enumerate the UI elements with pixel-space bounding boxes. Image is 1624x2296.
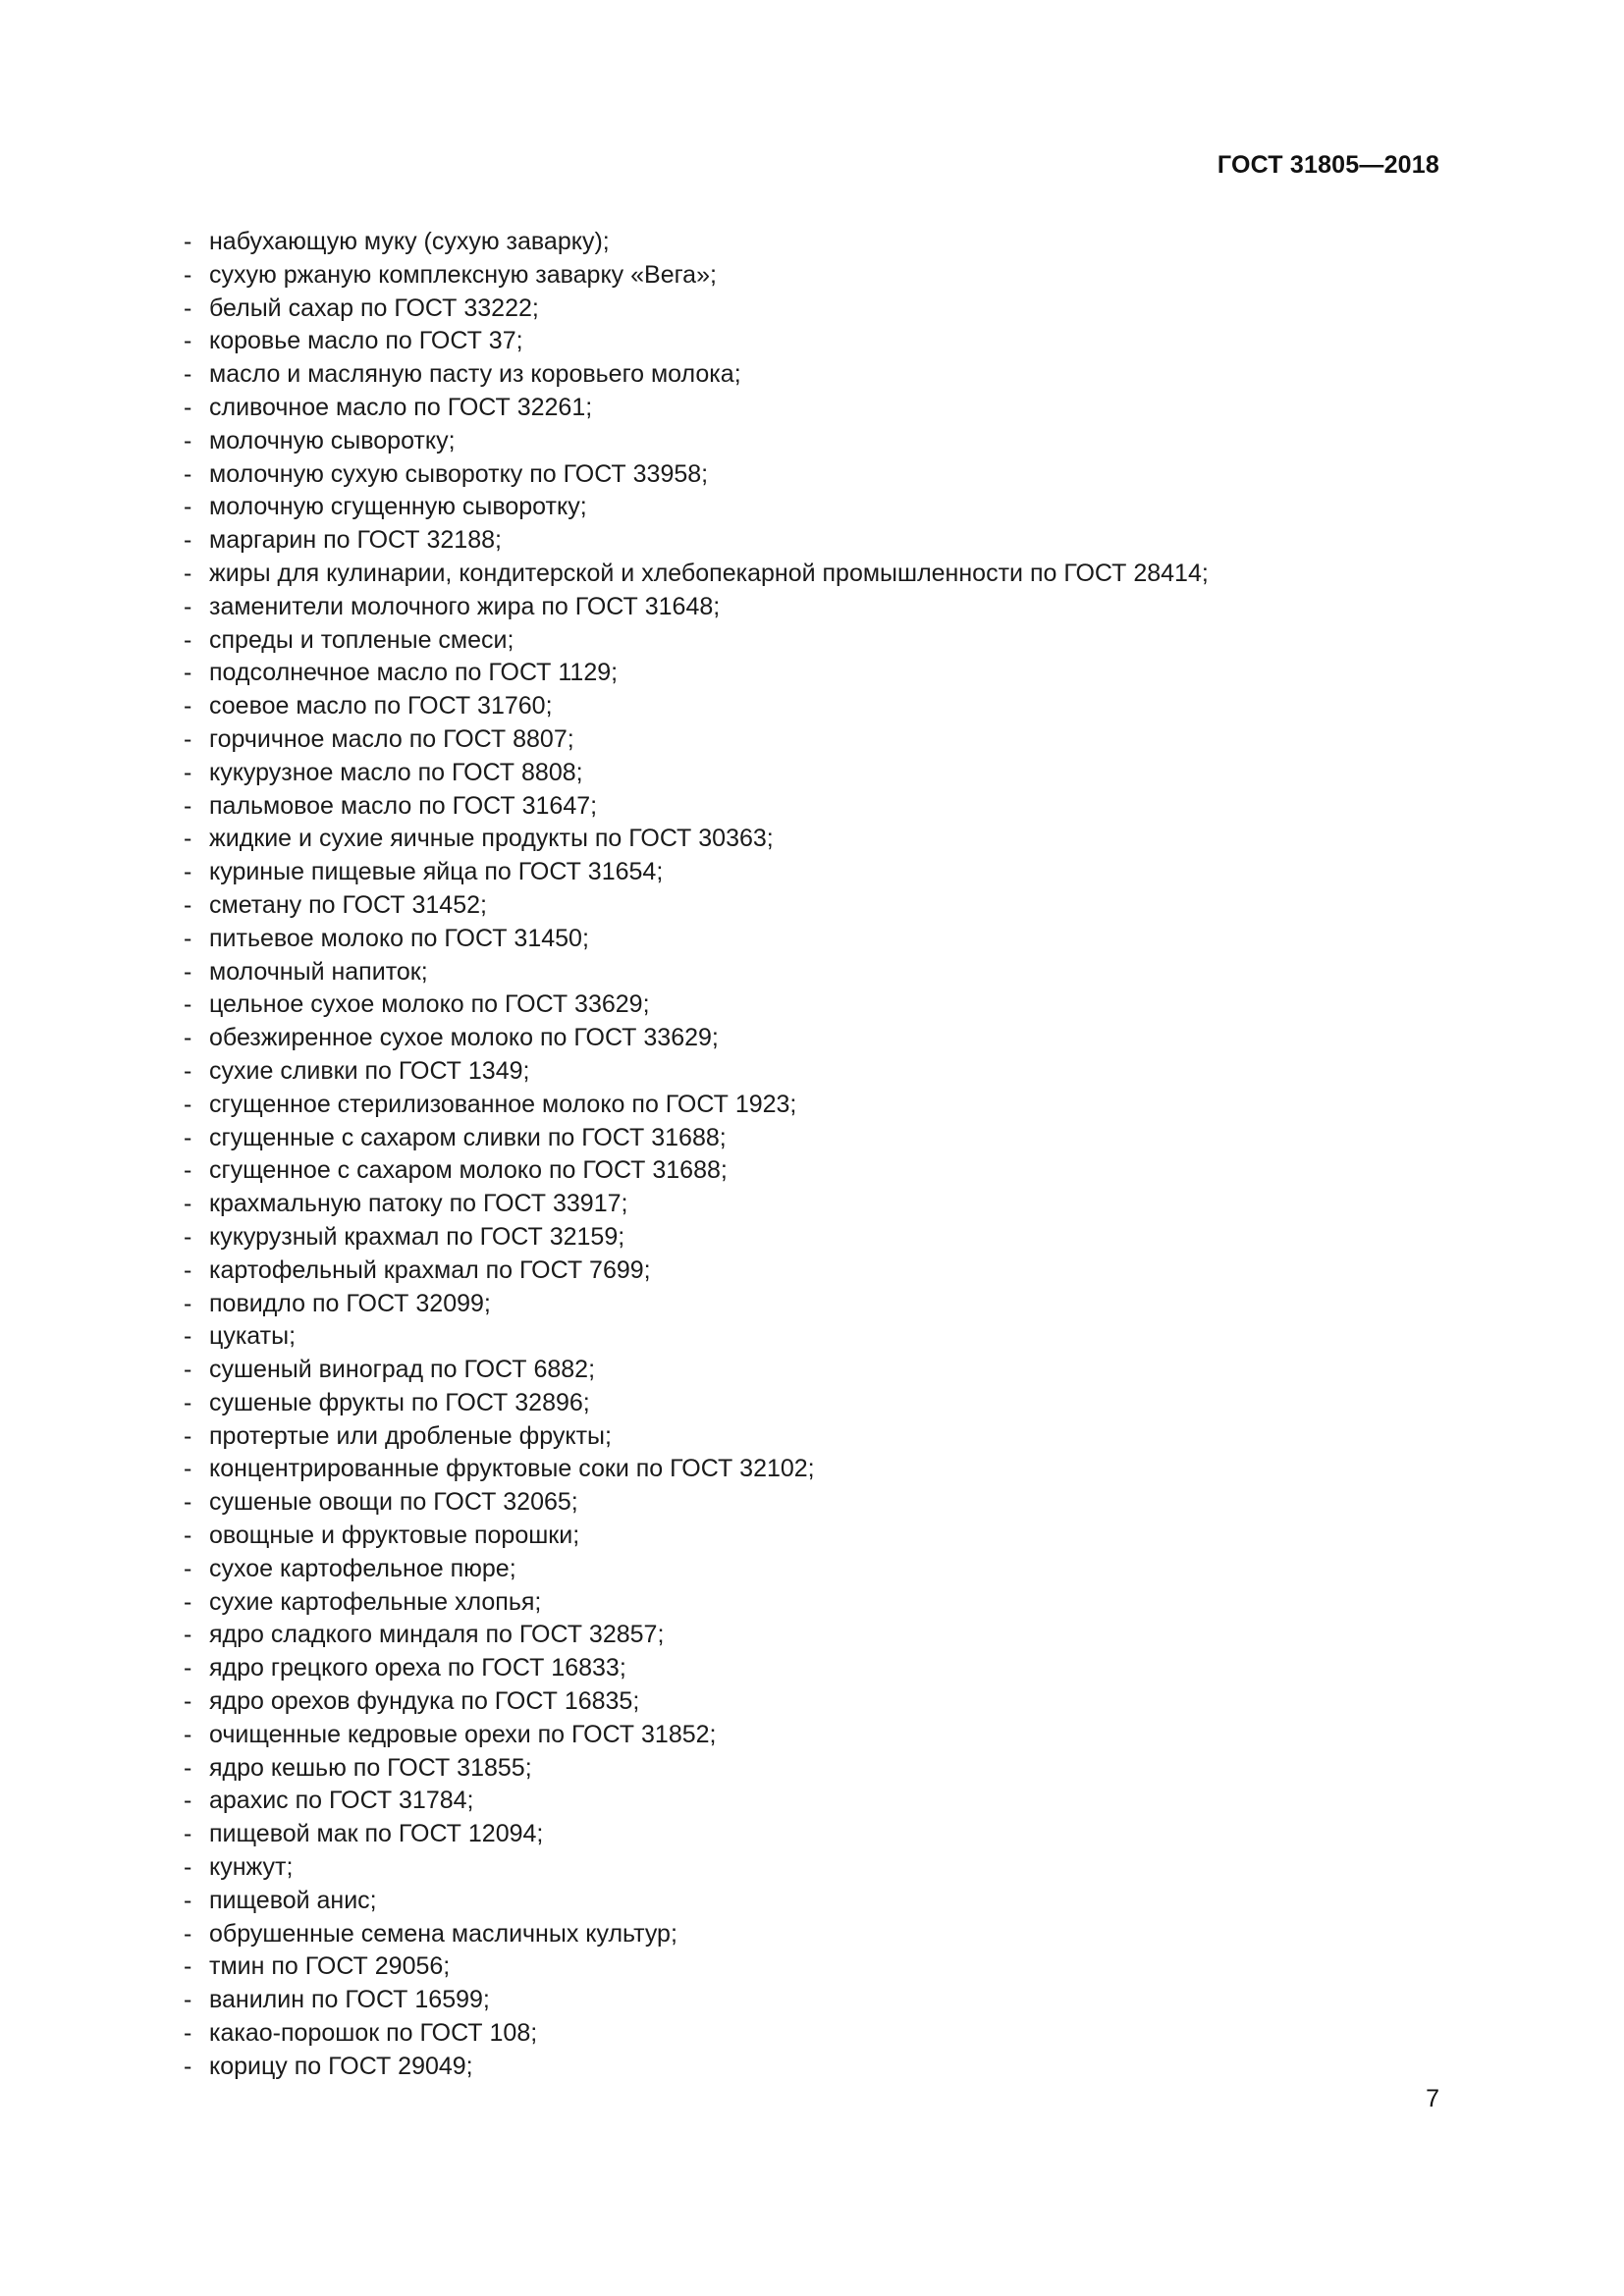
list-item [184, 757, 1440, 790]
list-item-text: овощные и фруктовые порошки; [209, 1522, 580, 1550]
list-bullet: - [184, 493, 192, 521]
list-bullet: - [184, 1886, 192, 1914]
list-item [184, 1719, 1440, 1752]
list-item-text: масло и масляную пасту из коровьего молока; [209, 360, 741, 389]
list-bullet: - [184, 1322, 192, 1351]
list-item-text: концентрированные фруктовые соки по ГОСТ 32102; [209, 1455, 815, 1483]
document-code-header: ГОСТ 31805—2018 [1217, 151, 1439, 179]
list-item [184, 823, 1440, 856]
list-item-text: сливочное масло по ГОСТ 32261; [209, 393, 593, 421]
list-item-text: сгущенные с сахаром сливки по ГОСТ 31688; [209, 1123, 727, 1151]
list-item [184, 1089, 1440, 1122]
list-item [184, 1918, 1440, 1951]
list-item [184, 1154, 1440, 1188]
list-item [184, 1553, 1440, 1586]
list-item [184, 2051, 1440, 2084]
list-item [184, 923, 1440, 956]
list-item-text: жидкие и сухие яичные продукты по ГОСТ 30363; [209, 825, 774, 853]
list-bullet: - [184, 1289, 192, 1317]
list-bullet: - [184, 2052, 192, 2080]
list-item-text: молочный напиток; [209, 957, 428, 986]
list-item [184, 1984, 1440, 2017]
list-bullet: - [184, 1986, 192, 2014]
list-item-text: ядро грецкого ореха по ГОСТ 16833; [209, 1654, 626, 1682]
list-bullet: - [184, 592, 192, 620]
list-item-text: кукурузное масло по ГОСТ 8808; [209, 758, 583, 786]
list-item-text: соевое масло по ГОСТ 31760; [209, 692, 553, 721]
list-bullet: - [184, 924, 192, 952]
list-bullet: - [184, 393, 192, 421]
list-item [184, 358, 1440, 392]
list-item-text: молочную сыворотку; [209, 426, 456, 454]
list-bullet: - [184, 1621, 192, 1649]
list-bullet: - [184, 459, 192, 488]
list-item [184, 491, 1440, 524]
list-item-text: пальмовое масло по ГОСТ 31647; [209, 791, 598, 820]
list-item [184, 988, 1440, 1022]
list-item [184, 425, 1440, 458]
list-bullet: - [184, 1820, 192, 1848]
list-bullet: - [184, 1123, 192, 1151]
list-bullet: - [184, 825, 192, 853]
list-item [184, 1851, 1440, 1885]
list-item [184, 1652, 1440, 1685]
list-item [184, 1221, 1440, 1255]
list-item-text: корицу по ГОСТ 29049; [209, 2052, 473, 2080]
list-item [184, 956, 1440, 989]
list-item-text: обрушенные семена масличных культур; [209, 1919, 677, 1948]
list-item-text: набухающую муку (сухую заварку); [209, 228, 610, 255]
list-bullet: - [184, 1522, 192, 1550]
list-item-text: цельное сухое молоко по ГОСТ 33629; [209, 990, 650, 1019]
list-item-text: обезжиренное сухое молоко по ГОСТ 33629; [209, 1024, 719, 1052]
list-item [184, 1486, 1440, 1520]
list-item-text: жиры для кулинарии, кондитерской и хлебопекарной промышленности по ГОСТ 28414; [209, 559, 1209, 587]
list-item [184, 1818, 1440, 1851]
list-item-text: очищенные кедровые орехи по ГОСТ 31852; [209, 1720, 717, 1748]
list-bullet: - [184, 2019, 192, 2048]
list-bullet: - [184, 659, 192, 687]
list-bullet: - [184, 724, 192, 753]
list-bullet: - [184, 791, 192, 820]
list-item [184, 1752, 1440, 1786]
list-bullet: - [184, 1488, 192, 1517]
list-item [184, 1950, 1440, 1984]
list-bullet: - [184, 890, 192, 919]
list-item [184, 293, 1440, 326]
list-item-text: подсолнечное масло по ГОСТ 1129; [209, 659, 619, 687]
list-item [184, 723, 1440, 757]
list-item [184, 524, 1440, 558]
list-item-text: сухие картофельные хлопья; [209, 1587, 542, 1616]
list-item-text: молочную сгущенную сыворотку; [209, 493, 587, 521]
list-bullet: - [184, 1255, 192, 1284]
list-item [184, 657, 1440, 690]
list-item [184, 1188, 1440, 1221]
list-item [184, 2017, 1440, 2051]
list-item [184, 1055, 1440, 1089]
list-bullet: - [184, 1853, 192, 1882]
list-bullet: - [184, 990, 192, 1019]
list-item [184, 1885, 1440, 1918]
list-item-text: сухие сливки по ГОСТ 1349; [209, 1056, 530, 1085]
list-item-text: куриные пищевые яйца по ГОСТ 31654; [209, 858, 664, 886]
list-item-text: ядро сладкого миндаля по ГОСТ 32857; [209, 1621, 665, 1649]
list-item-text: спреды и топленые смеси; [209, 625, 514, 654]
list-item [184, 1685, 1440, 1719]
list-bullet: - [184, 1753, 192, 1782]
list-bullet: - [184, 526, 192, 555]
list-item [184, 1320, 1440, 1354]
list-bullet: - [184, 426, 192, 454]
list-bullet: - [184, 625, 192, 654]
list-item [184, 226, 1440, 259]
list-bullet: - [184, 692, 192, 721]
list-item [184, 856, 1440, 889]
list-bullet: - [184, 1720, 192, 1748]
list-item-text: ядро кешью по ГОСТ 31855; [209, 1753, 532, 1782]
list-bullet: - [184, 1787, 192, 1815]
list-item-text: протертые или дробленые фрукты; [209, 1421, 612, 1450]
list-item-text: кунжут; [209, 1853, 294, 1882]
list-bullet: - [184, 1156, 192, 1185]
list-bullet: - [184, 858, 192, 886]
list-bullet: - [184, 1654, 192, 1682]
list-item [184, 458, 1440, 492]
list-bullet: - [184, 260, 192, 289]
list-item [184, 1785, 1440, 1818]
list-item [184, 790, 1440, 824]
list-bullet: - [184, 1421, 192, 1450]
list-bullet: - [184, 1587, 192, 1616]
list-item-text: повидло по ГОСТ 32099; [209, 1289, 491, 1317]
list-item-text: питьевое молоко по ГОСТ 31450; [209, 924, 589, 952]
list-item [184, 1288, 1440, 1321]
list-item-text: кукурузный крахмал по ГОСТ 32159; [209, 1222, 625, 1251]
list-item-text: сухое картофельное пюре; [209, 1554, 516, 1582]
list-bullet: - [184, 957, 192, 986]
list-item-text: тмин по ГОСТ 29056; [209, 1952, 451, 1981]
list-bullet: - [184, 559, 192, 587]
list-item-text: пищевой анис; [209, 1886, 377, 1914]
list-item-text: арахис по ГОСТ 31784; [209, 1787, 474, 1815]
list-item [184, 591, 1440, 624]
list-item [184, 1387, 1440, 1420]
list-bullet: - [184, 327, 192, 355]
list-item [184, 1255, 1440, 1288]
list-item [184, 690, 1440, 723]
list-bullet: - [184, 1056, 192, 1085]
list-item-text: ванилин по ГОСТ 16599; [209, 1986, 490, 2014]
list-item-text: крахмальную патоку по ГОСТ 33917; [209, 1190, 628, 1218]
list-item-text: молочную сухую сыворотку по ГОСТ 33958; [209, 459, 709, 488]
list-item [184, 1619, 1440, 1652]
list-item [184, 1354, 1440, 1387]
list-item-text: сушеные овощи по ГОСТ 32065; [209, 1488, 578, 1517]
list-item [184, 889, 1440, 923]
list-bullet: - [184, 228, 192, 255]
list-item [184, 624, 1440, 658]
list-item-text: коровье масло по ГОСТ 37; [209, 327, 523, 355]
ingredient-list [184, 226, 1440, 2084]
list-item-text: картофельный крахмал по ГОСТ 7699; [209, 1255, 651, 1284]
list-bullet: - [184, 1687, 192, 1716]
list-item-text: сушеный виноград по ГОСТ 6882; [209, 1356, 596, 1384]
list-bullet: - [184, 360, 192, 389]
list-bullet: - [184, 1455, 192, 1483]
list-bullet: - [184, 1554, 192, 1582]
list-bullet: - [184, 1388, 192, 1416]
list-item-text: заменители молочного жира по ГОСТ 31648; [209, 592, 721, 620]
list-bullet: - [184, 1952, 192, 1981]
list-item-text: маргарин по ГОСТ 32188; [209, 526, 502, 555]
list-item [184, 325, 1440, 358]
list-item-text: сметану по ГОСТ 31452; [209, 890, 487, 919]
list-item-text: пищевой мак по ГОСТ 12094; [209, 1820, 544, 1848]
list-item-text: сгущенное стерилизованное молоко по ГОСТ 1923; [209, 1090, 797, 1118]
list-bullet: - [184, 1919, 192, 1948]
list-bullet: - [184, 1356, 192, 1384]
list-item-text: сгущенное с сахаром молоко по ГОСТ 31688; [209, 1156, 728, 1185]
list-item-text: сухую ржаную комплексную заварку «Вега»; [209, 260, 717, 289]
list-item-text: ядро орехов фундука по ГОСТ 16835; [209, 1687, 640, 1716]
list-bullet: - [184, 1024, 192, 1052]
list-item-text: цукаты; [209, 1322, 297, 1351]
list-item [184, 1586, 1440, 1620]
list-bullet: - [184, 758, 192, 786]
list-bullet: - [184, 1190, 192, 1218]
list-bullet: - [184, 1222, 192, 1251]
list-item [184, 1122, 1440, 1155]
list-item [184, 1520, 1440, 1553]
list-bullet: - [184, 294, 192, 322]
list-item [184, 392, 1440, 425]
list-item-text: какао-порошок по ГОСТ 108; [209, 2019, 538, 2048]
list-item-text: белый сахар по ГОСТ 33222; [209, 294, 539, 322]
list-item-text: горчичное масло по ГОСТ 8807; [209, 724, 574, 753]
page-number: 7 [1426, 2085, 1439, 2112]
list-item [184, 1420, 1440, 1454]
list-item [184, 1022, 1440, 1055]
list-item [184, 558, 1440, 591]
list-item [184, 1453, 1440, 1486]
list-item-text: сушеные фрукты по ГОСТ 32896; [209, 1388, 590, 1416]
list-bullet: - [184, 1090, 192, 1118]
list-item [184, 259, 1440, 293]
